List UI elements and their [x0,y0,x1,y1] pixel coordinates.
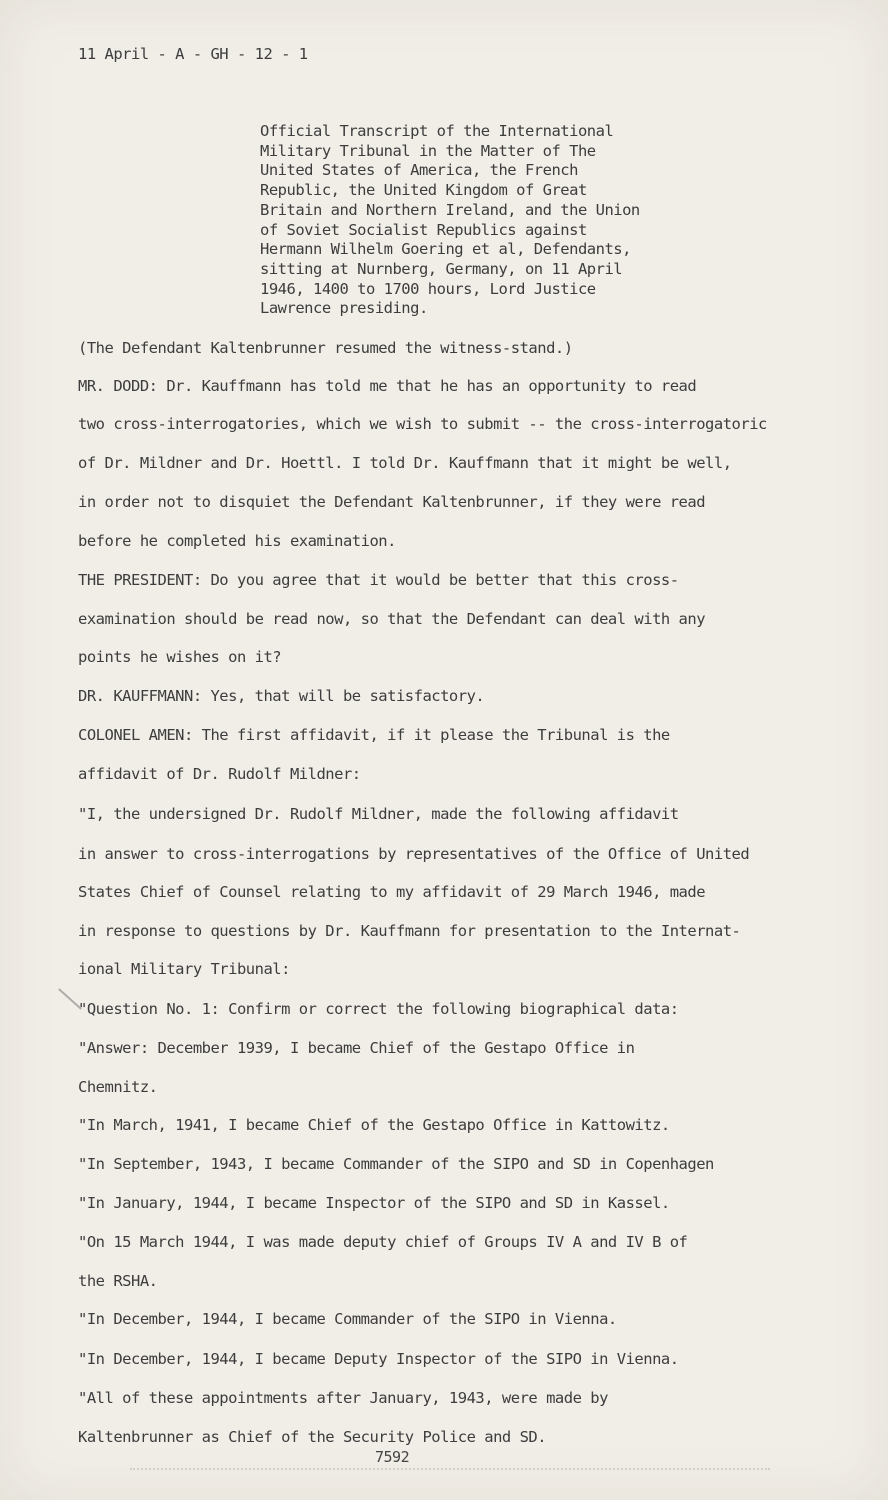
body-line: "On 15 March 1944, I was made deputy chief of Groups IV A and IV B of [78,1233,688,1251]
body-line: the RSHA. [78,1272,158,1290]
heading-line: sitting at Nurnberg, Germany, on 11 April [260,259,623,278]
heading-line: United States of America, the French [260,161,578,180]
body-line: Kaltenbrunner as Chief of the Security Police and SD. [78,1428,547,1446]
heading-line: 1946, 1400 to 1700 hours, Lord Justice [260,279,596,298]
body-line: DR. KAUFFMANN: Yes, that will be satisfactory. [78,687,485,705]
body-line: COLONEL AMEN: The first affidavit, if it please the Tribunal is the [78,726,670,744]
body-line: before he completed his examination. [78,532,396,550]
body-line: in response to questions by Dr. Kauffmann for presentation to the Internat- [78,922,741,940]
body-line: "In January, 1944, I became Inspector of the SIPO and SD in Kassel. [78,1194,670,1212]
body-line: "In March, 1941, I became Chief of the Gestapo Office in Kattowitz. [78,1116,670,1134]
body-line: examination should be read now, so that the Defendant can deal with any [78,610,706,628]
bleed-through-smudge [130,1468,770,1484]
body-line: of Dr. Mildner and Dr. Hoettl. I told Dr. Kauffmann that it might be well, [78,454,732,472]
body-line: in answer to cross-interrogations by representatives of the Office of United [78,845,750,863]
body-line: MR. DODD: Dr. Kauffmann has told me that he has an opportunity to read [78,377,697,395]
body-line: Chemnitz. [78,1078,158,1096]
heading-line: Official Transcript of the International [260,122,614,140]
heading-line: of Soviet Socialist Republics against [260,220,587,239]
heading-line: Republic, the United Kingdom of Great [260,181,587,200]
heading-line: Hermann Wilhelm Goering et al, Defendants, [260,240,631,259]
body-line: THE PRESIDENT: Do you agree that it would be better that this cross- [78,571,679,589]
body-line: "I, the undersigned Dr. Rudolf Mildner, made the following affidavit [78,805,679,823]
body-line: States Chief of Counsel relating to my affidavit of 29 March 1946, made [78,883,706,901]
body-line: (The Defendant Kaltenbrunner resumed the witness-stand.) [78,339,573,357]
heading-line: Military Tribunal in the Matter of The [260,141,596,160]
page-number: 7592 [375,1448,410,1466]
body-line: points he wishes on it? [78,648,282,666]
document-reference: 11 April - A - GH - 12 - 1 [78,45,308,63]
body-line: ional Military Tribunal: [78,960,290,978]
body-line: "In September, 1943, I became Commander of the SIPO and SD in Copenhagen [78,1155,714,1173]
body-line: two cross-interrogatories, which we wish to submit -- the cross-interrogatoric [78,415,767,433]
body-line: in order not to disquiet the Defendant Kaltenbrunner, if they were read [78,493,706,511]
body-line: "Question No. 1: Confirm or correct the following biographical data: [78,1000,679,1018]
body-line: affidavit of Dr. Rudolf Mildner: [78,765,361,783]
body-line: "In December, 1944, I became Deputy Inspector of the SIPO in Vienna. [78,1350,679,1368]
body-line: "In December, 1944, I became Commander of the SIPO in Vienna. [78,1310,617,1328]
transcript-heading [260,122,640,319]
heading-line: Lawrence presiding. [260,299,428,318]
body-line: "Answer: December 1939, I became Chief of the Gestapo Office in [78,1039,635,1057]
body-line: "All of these appointments after January, 1943, were made by [78,1389,608,1407]
heading-line: Britain and Northern Ireland, and the Union [260,200,640,219]
